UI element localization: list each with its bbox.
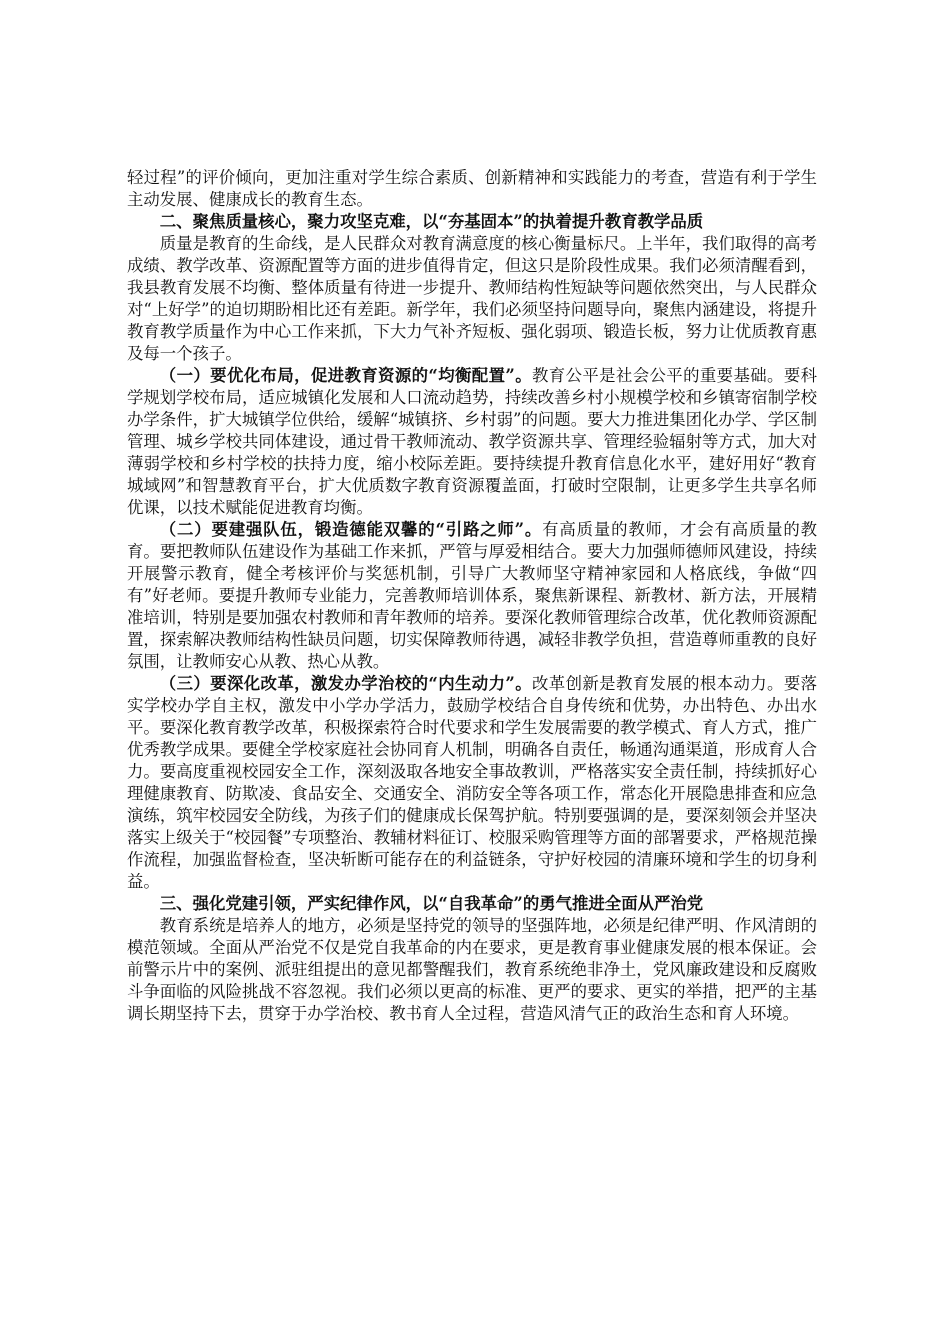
paragraph-subsection-3 — [127, 673, 817, 893]
subsection-2-body: 有高质量的教师，才会有高质量的教育。要把教师队伍建设作为基础工作来抓，严管与厚爱相结合。要大力加强师德师风建设，持续开展警示教育，健全考核评价与奖惩机制，引导广大教师坚守精神家园和人格底线，争做“四有”好老师。要提升教师专业能力，完善教师培训体系，聚焦新课程、新教材、新方法，开展精准培训，特别是要加强农村教师和青年教师的培养。要深化教师管理综合改革，优化教师资源配置，探索解决教师结构性缺员问题，切实保障教师待遇，减轻非教学负担，营造尊师重教的良好氛围，让教师安心从教、热心从教。 — [127, 520, 818, 671]
paragraph-intro-tail: 轻过程”的评价倾向，更加注重对学生综合素质、创新精神和实践能力的考查，营造有利于学生主动发展、健康成长的教育生态。 — [127, 168, 817, 209]
subsection-1-body: 教育公平是社会公平的重要基础。要科学规划学校布局，适应城镇化发展和人口流动趋势，持续改善乡村小规模学校和乡镇寄宿制学校办学条件，扩大城镇学位供给，缓解“城镇挤、乡村弱”的问题。要大力推进集团化办学、学区制管理、城乡学校共同体建设，通过骨干教师流动、教学资源共享、管理经验辐射等方式，加大对薄弱学校和乡村学校的扶持力度，缩小校际差距。要持续提升教育信息化水平，建好用好“教育城域网”和智慧教育平台，扩大优质数字教育资源覆盖面，打破时空限制，让更多学生共享名师优课，以技术赋能促进教育均衡。 — [127, 366, 817, 517]
subsection-1-title: （一）要优化布局，促进教育资源的“均衡配置”。 — [159, 366, 532, 385]
section-heading-3: 三、强化党建引领，严实纪律作风，以“自我革命”的勇气推进全面从严治党 — [159, 894, 704, 913]
subsection-3-title: （三）要深化改革，激发办学治校的“内生动力”。 — [159, 674, 532, 693]
section-heading-2: 二、聚焦质量核心，聚力攻坚克难，以“夯基固本”的执着提升教育教学品质 — [159, 212, 704, 231]
paragraph-subsection-2 — [127, 519, 817, 673]
paragraph-party: 教育系统是培养人的地方，必须是坚持党的领导的坚强阵地，必须是纪律严明、作风清朗的模范领域。全面从严治党不仅是党自我革命的内在要求，更是教育事业健康发展的根本保证。会前警示片中的案例、派驻组提出的意见都警醒我们，教育系统绝非净土，党风廉政建设和反腐败斗争面临的风险挑战不容忽视。我们必须以更高的标准、更严的要求、更实的举措，把严的主基调长期坚持下去，贯穿于办学治校、教书育人全过程，营造风清气正的政治生态和育人环境。 — [127, 916, 817, 1023]
subsection-2-title: （二）要建强队伍，锻造德能双馨的“引路之师”。 — [159, 520, 543, 539]
paragraph-subsection-1 — [127, 365, 817, 519]
paragraph-quality: 质量是教育的生命线，是人民群众对教育满意度的核心衡量标尺。上半年，我们取得的高考成绩、教学改革、资源配置等方面的进步值得肯定，但这只是阶段性成果。我们必须清醒看到，我县教育发展不均衡、整体质量有待进一步提升、教师结构性短缺等问题依然突出，与人民群众对“上好学”的迫切期盼相比还有差距。新学年，我们必须坚持问题导向，聚焦内涵建设，将提升教育教学质量作为中心工作来抓，下大力气补齐短板、强化弱项、锻造长板，努力让优质教育惠及每一个孩子。 — [127, 234, 817, 363]
subsection-3-body: 改革创新是教育发展的根本动力。要落实学校办学自主权，激发中小学办学活力，鼓励学校结合自身传统和优势，办出特色、办出水平。要深化教育教学改革，积极探索符合时代要求和学生发展需要的教学模式、育人方式，推广优秀教学成果。要健全学校家庭社会协同育人机制，明确各自责任，畅通沟通渠道，形成育人合力。要高度重视校园安全工作，深刻汲取各地安全事故教训，严格落实安全责任制，持续抓好心理健康教育、防欺凌、食品安全、交通安全、消防安全等各项工作，常态化开展隐患排查和应急演练，筑牢校园安全防线，为孩子们的健康成长保驾护航。特别要强调的是，要深刻领会并坚决落实上级关于“校园餐”专项整治、教辅材料征订、校服采购管理等方面的部署要求，严格规范操作流程，加强监督检查，坚决斩断可能存在的利益链条，守护好校园的清廉环境和学生的切身利益。 — [127, 674, 817, 891]
document-body — [127, 167, 817, 1025]
